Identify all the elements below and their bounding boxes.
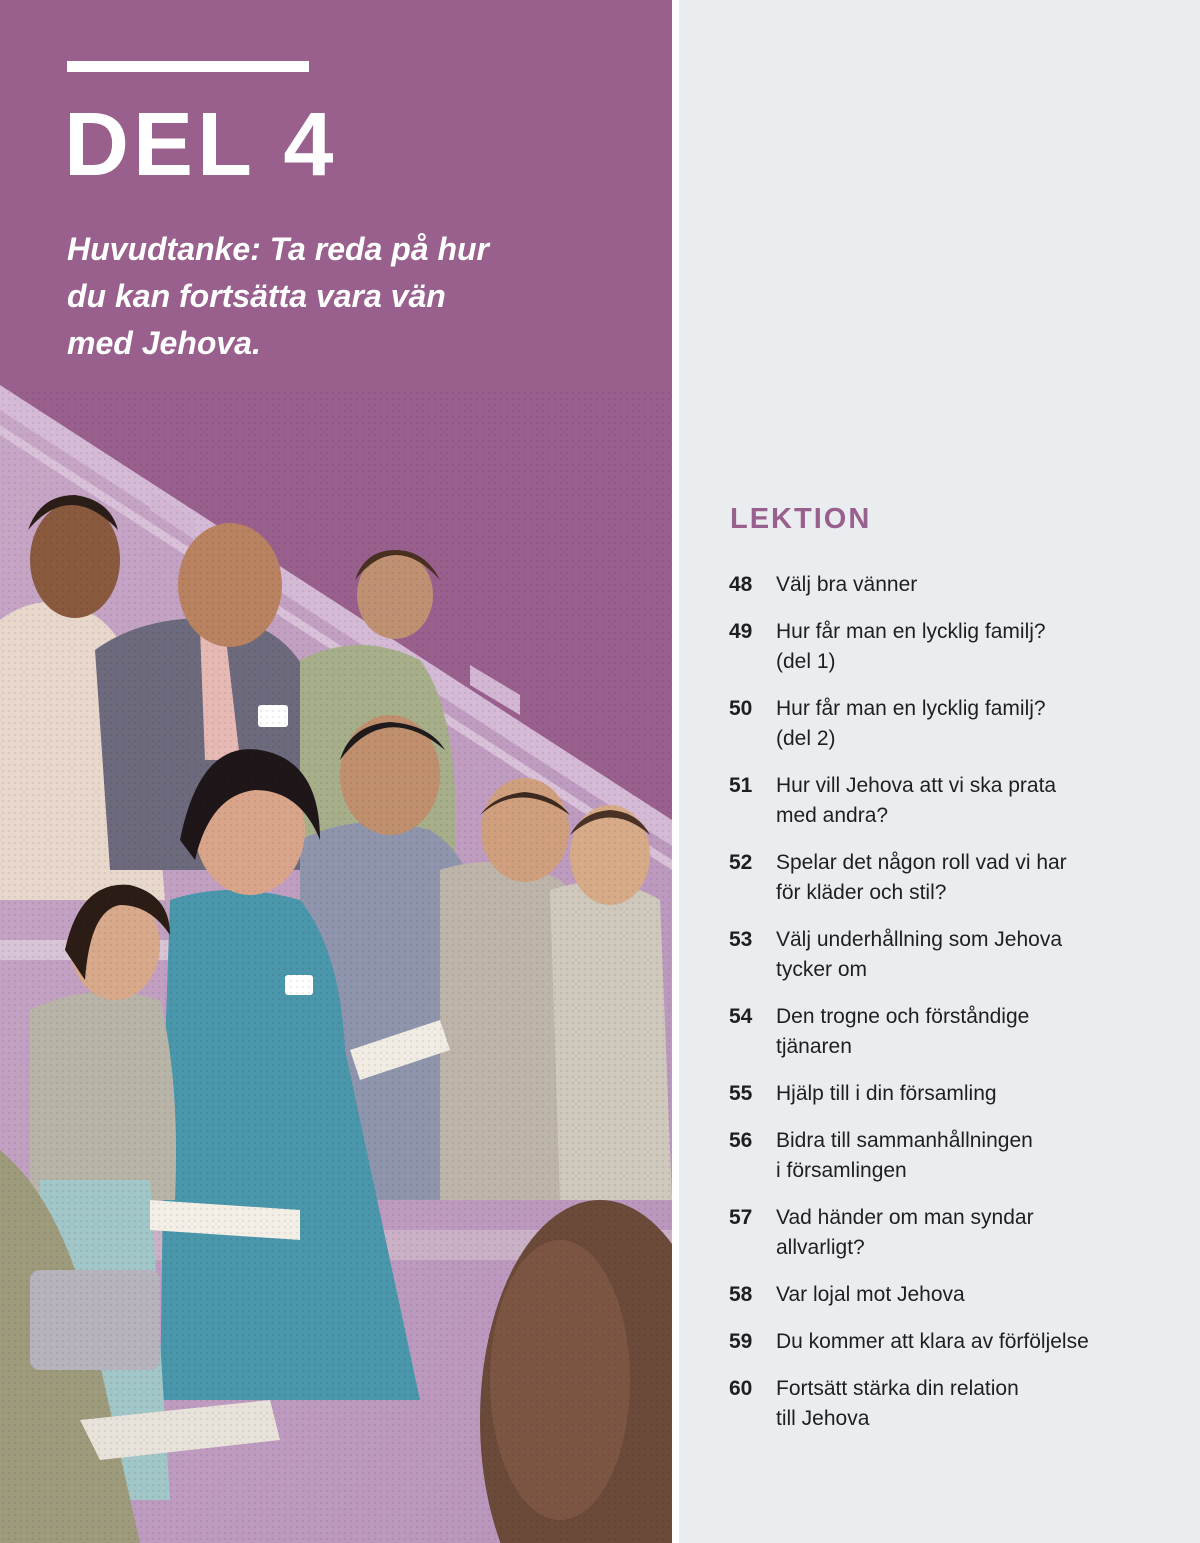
lesson-title: Hjälp till i din församling xyxy=(776,1082,997,1105)
lesson-item[interactable] xyxy=(729,1126,1169,1186)
lesson-number: 49 xyxy=(729,620,753,643)
lesson-number: 48 xyxy=(729,573,753,596)
lesson-item[interactable] xyxy=(729,694,1169,754)
main-thought: Huvudtanke: Ta reda på hur du kan fortsätta vara vän med Jehova. xyxy=(67,231,489,361)
lesson-number: 59 xyxy=(729,1330,753,1353)
part-title: DEL 4 xyxy=(64,95,338,195)
lesson-number: 50 xyxy=(729,697,753,720)
lesson-title: Hur får man en lycklig familj? (del 2) xyxy=(776,697,1046,750)
lesson-title: Fortsätt stärka din relation till Jehova xyxy=(776,1377,1019,1430)
lesson-number: 58 xyxy=(729,1283,753,1306)
page-divider xyxy=(672,0,679,1543)
lesson-title: Den trogne och förståndige tjänaren xyxy=(776,1005,1030,1058)
lesson-number: 51 xyxy=(729,774,753,797)
lesson-number: 56 xyxy=(729,1129,753,1152)
lesson-title: Hur vill Jehova att vi ska prata med andra? xyxy=(776,774,1057,827)
lesson-item[interactable] xyxy=(729,1327,1169,1357)
lesson-item[interactable] xyxy=(729,771,1169,831)
lesson-item[interactable] xyxy=(729,1002,1169,1062)
lesson-number: 53 xyxy=(729,928,753,951)
lesson-title: Du kommer att klara av förföljelse xyxy=(776,1330,1089,1353)
lesson-title: Var lojal mot Jehova xyxy=(776,1283,965,1306)
lesson-heading: LEKTION xyxy=(730,503,872,535)
lesson-item[interactable] xyxy=(729,1280,1169,1310)
lesson-item[interactable] xyxy=(729,925,1169,985)
lesson-item[interactable] xyxy=(729,848,1169,908)
lesson-title: Vad händer om man syndar allvarligt? xyxy=(776,1206,1034,1259)
lesson-title: Bidra till sammanhållningen i församlingen xyxy=(776,1129,1033,1182)
lesson-number: 54 xyxy=(729,1005,753,1028)
lesson-item[interactable] xyxy=(729,617,1169,677)
lesson-item[interactable] xyxy=(729,570,1169,600)
lesson-title: Välj underhållning som Jehova tycker om xyxy=(776,928,1063,981)
lesson-title: Välj bra vänner xyxy=(776,573,918,596)
lesson-item[interactable] xyxy=(729,1203,1169,1263)
lesson-item[interactable] xyxy=(729,1079,1169,1109)
lesson-number: 60 xyxy=(729,1377,753,1400)
lesson-number: 57 xyxy=(729,1206,753,1229)
lesson-list xyxy=(729,570,1169,1451)
lesson-number: 52 xyxy=(729,851,753,874)
lesson-item[interactable] xyxy=(729,1374,1169,1434)
lesson-title: Hur får man en lycklig familj? (del 1) xyxy=(776,620,1046,673)
lesson-number: 55 xyxy=(729,1082,753,1105)
lesson-title: Spelar det någon roll vad vi har för kläder och stil? xyxy=(776,851,1067,904)
